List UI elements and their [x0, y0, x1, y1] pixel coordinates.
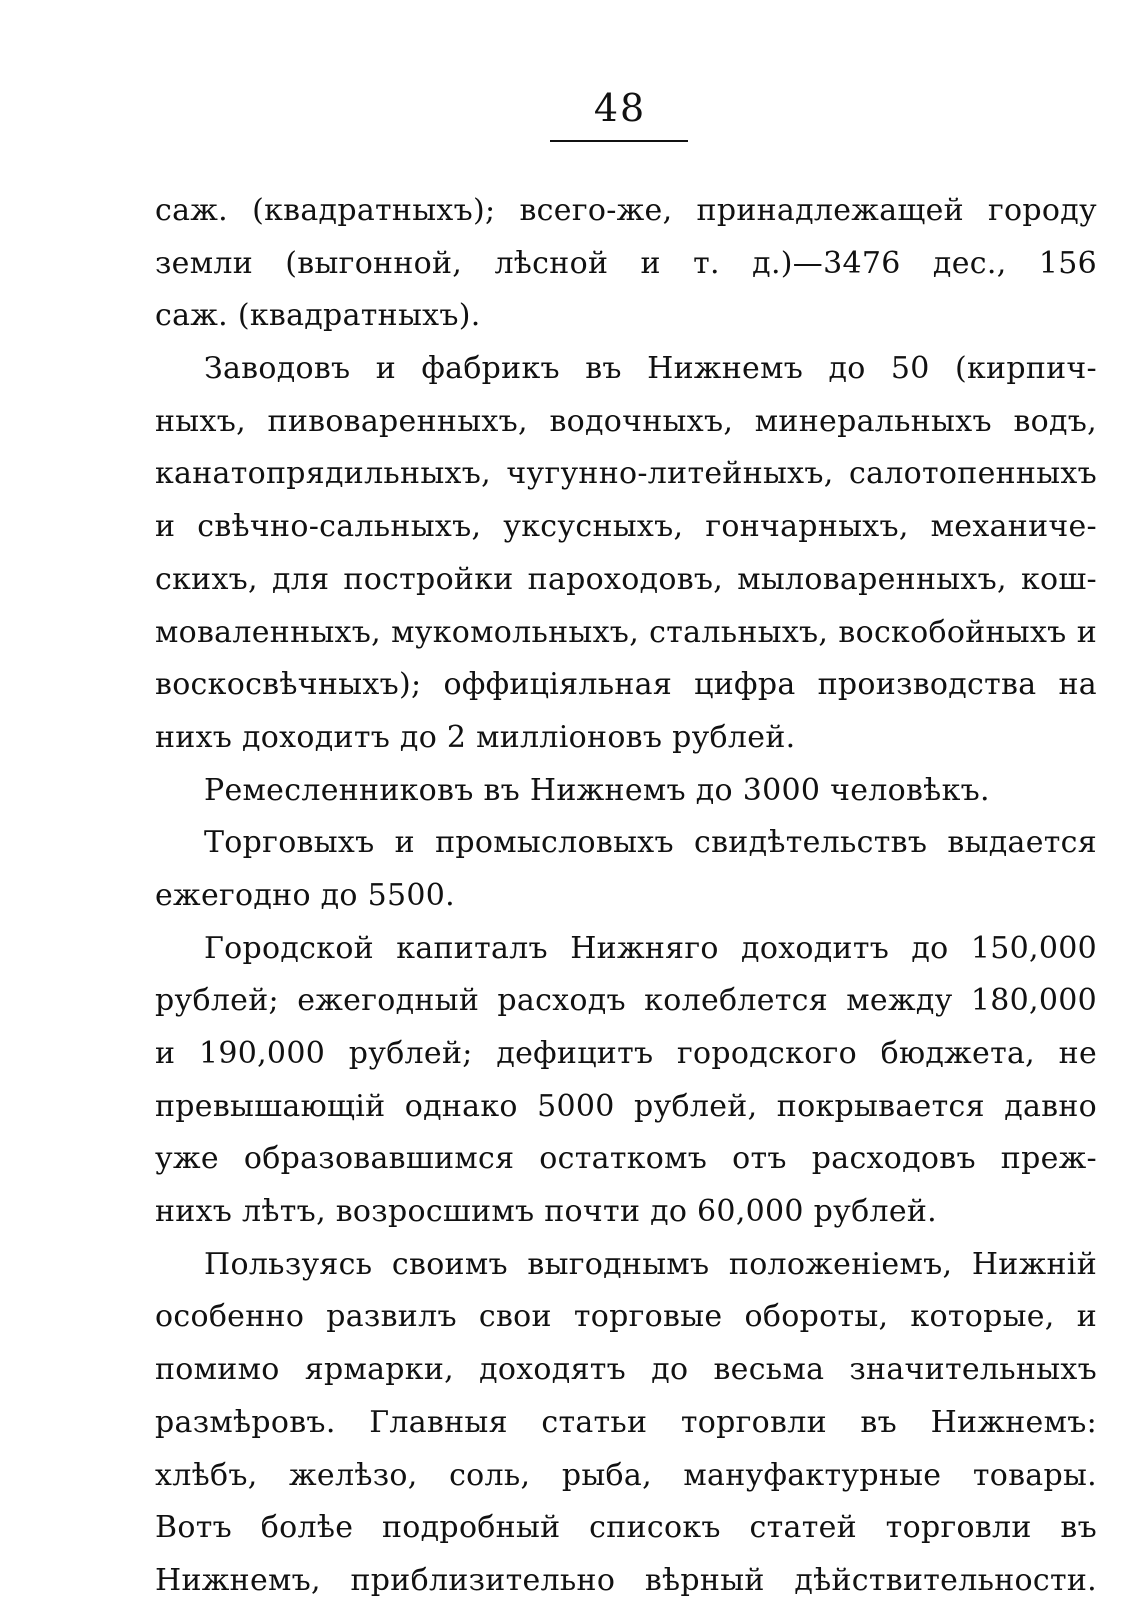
text-line: особенно развилъ свои торговые обороты, которые, и [155, 1299, 1097, 1335]
text-line: хлѣбъ, желѣзо, соль, рыба, мануфактурные товары. [155, 1457, 1097, 1493]
text-line: Пользуясь своимъ выгоднымъ положеніемъ, Нижній [204, 1246, 1097, 1282]
text-line: и свѣчно-сальныхъ, уксусныхъ, гончарныхъ, механиче- [155, 509, 1097, 545]
text-line: Заводовъ и фабрикъ въ Нижнемъ до 50 (кирпич- [204, 351, 1097, 387]
text-line: нихъ лѣтъ, возросшимъ почти до 60,000 рублей. [155, 1194, 938, 1230]
text-line: превышающій однако 5000 рублей, покрывается давно [155, 1088, 1097, 1124]
text-line: рублей; ежегодный расходъ колеблется между 180,000 [155, 983, 1097, 1019]
page-number: 48 [593, 86, 647, 130]
text-line: моваленныхъ, мукомольныхъ, стальныхъ, воскобойныхъ и [155, 614, 1097, 650]
text-line: нихъ доходитъ до 2 милліоновъ рублей. [155, 719, 796, 755]
text-line: воскосвѣчныхъ); оффиціяльная цифра производства на [155, 667, 1097, 703]
text-line: Нижнемъ, приблизительно вѣрный дѣйствительности. [155, 1562, 1097, 1598]
text-line: земли (выгонной, лѣсной и т. д.)—3476 дес., 156 [155, 245, 1097, 281]
text-line: Городской капиталъ Нижняго доходитъ до 150,000 [204, 930, 1097, 966]
text-line: Вотъ болѣе подробный списокъ статей торговли въ [155, 1510, 1097, 1546]
text-line: и 190,000 рублей; дефицитъ городского бюджета, не [155, 1036, 1097, 1071]
text-line: уже образовавшимся остаткомъ отъ расходовъ преж- [155, 1141, 1097, 1177]
text-line: помимо ярмарки, доходятъ до весьма значительныхъ [155, 1352, 1097, 1388]
text-line: Торговыхъ и промысловыхъ свидѣтельствъ выдается [204, 825, 1097, 861]
text-line: ныхъ, пивоваренныхъ, водочныхъ, минеральныхъ водъ, [155, 403, 1097, 439]
text-line: саж. (квадратныхъ); всего-же, принадлежащей городу [155, 193, 1097, 228]
page-number-rule [550, 140, 688, 142]
text-line: Ремесленниковъ въ Нижнемъ до 3000 человѣкъ. [204, 772, 990, 808]
text-line: ежегодно до 5500. [155, 877, 456, 913]
body-text [155, 185, 1097, 1608]
text-line: скихъ, для постройки пароходовъ, мыловаренныхъ, кош- [155, 561, 1097, 597]
text-line: саж. (квадратныхъ). [155, 298, 481, 334]
text-line: размѣровъ. Главныя статьи торговли въ Нижнемъ: [155, 1404, 1097, 1440]
text-line: канатопрядильныхъ, чугунно-литейныхъ, салотопенныхъ [155, 456, 1097, 492]
